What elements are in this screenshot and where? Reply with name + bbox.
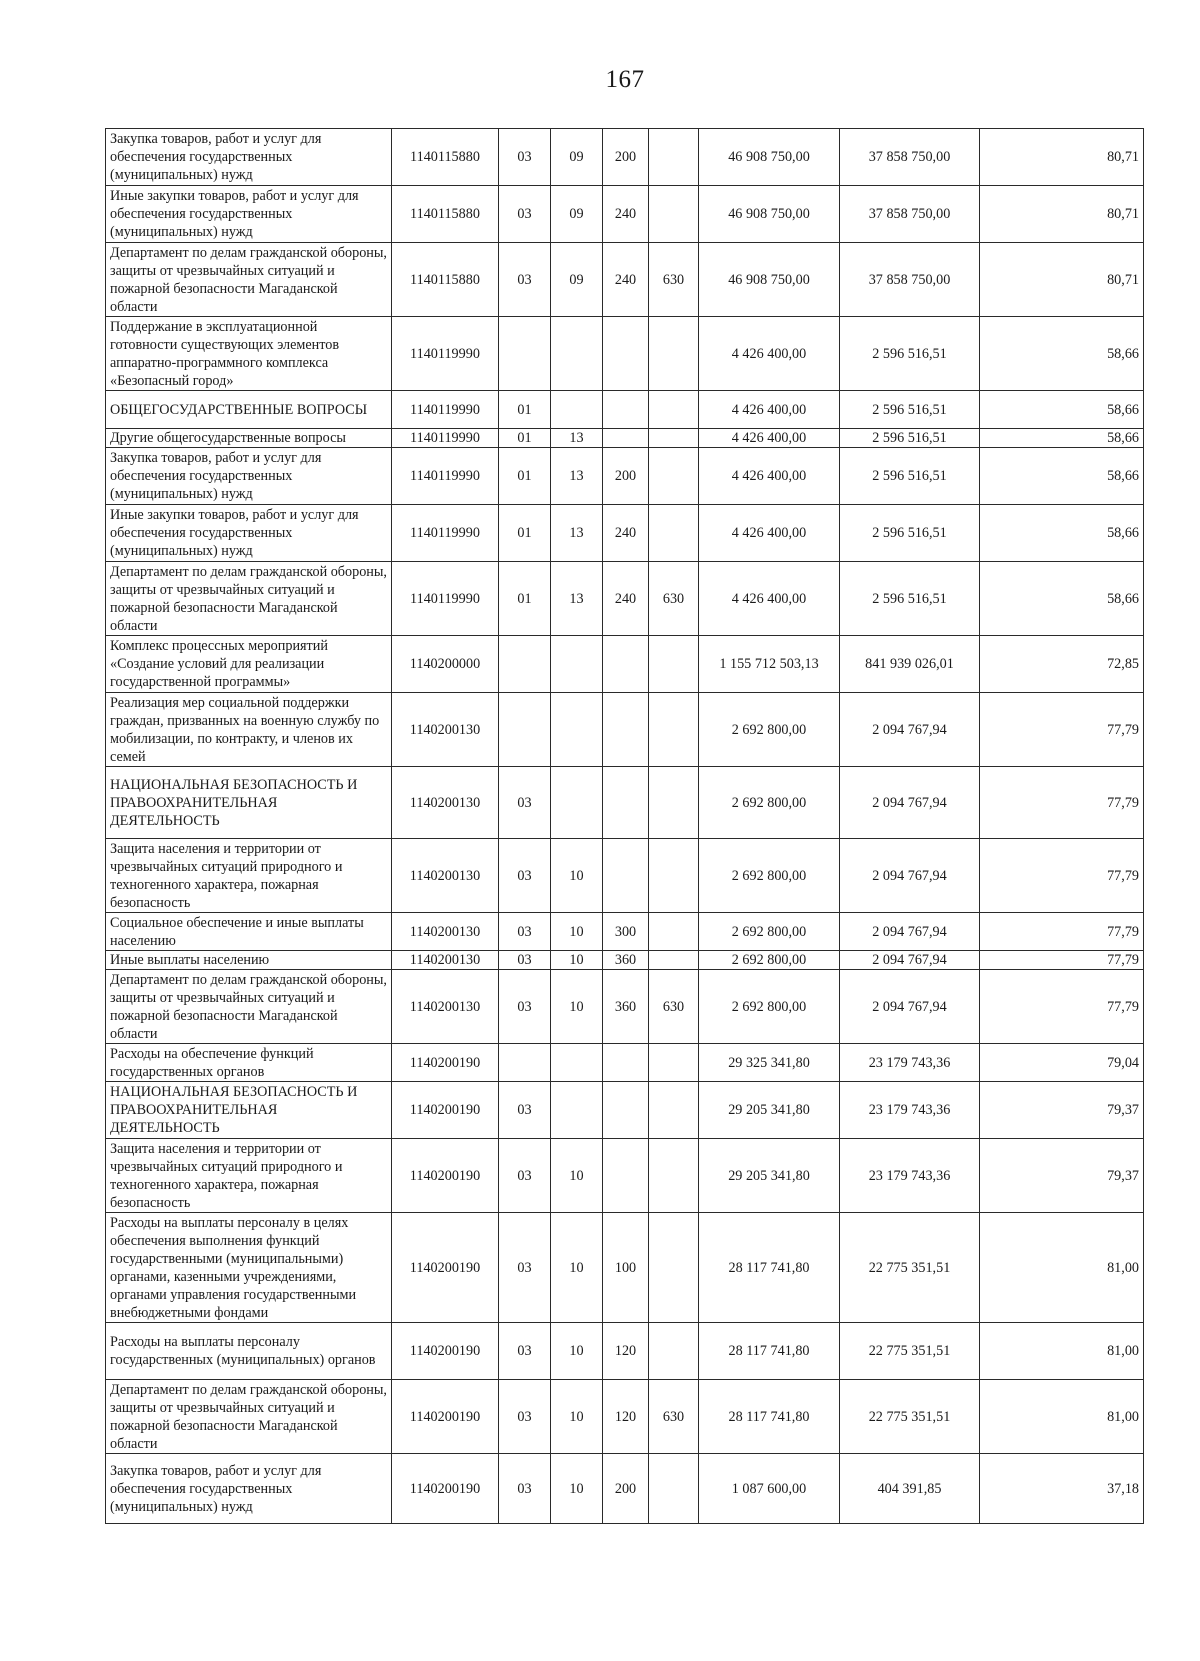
expense-name-cell: Расходы на выплаты персоналу в целях обеспечения выполнения функций государственными (муниципальными) органами, казенными учреждениями, органами управления государственными внебюджетными фондами xyxy=(106,1213,392,1323)
table-row xyxy=(106,693,1144,767)
section-cell: 01 xyxy=(499,505,551,562)
subsection-cell: 10 xyxy=(551,839,603,913)
subsection-cell xyxy=(551,317,603,391)
execution-percent-cell: 80,71 xyxy=(980,186,1144,243)
plan-amount-cell: 4 426 400,00 xyxy=(699,562,840,636)
expense-type-cell: 200 xyxy=(603,1454,649,1524)
expense-type-cell: 240 xyxy=(603,562,649,636)
section-cell: 03 xyxy=(499,1454,551,1524)
expense-type-cell xyxy=(603,391,649,429)
table-row xyxy=(106,186,1144,243)
target-code-cell: 1140200130 xyxy=(392,913,499,951)
section-cell: 03 xyxy=(499,1323,551,1380)
expense-type-cell: 240 xyxy=(603,505,649,562)
target-code-cell: 1140119990 xyxy=(392,562,499,636)
subsection-cell: 10 xyxy=(551,913,603,951)
expense-name-cell: Иные закупки товаров, работ и услуг для обеспечения государственных (муниципальных) нужд xyxy=(106,505,392,562)
subsection-cell xyxy=(551,693,603,767)
execution-percent-cell: 77,79 xyxy=(980,970,1144,1044)
subsection-cell: 10 xyxy=(551,970,603,1044)
expense-name-cell: Поддержание в эксплуатационной готовности существующих элементов аппаратно-программного комплекса «Безопасный город» xyxy=(106,317,392,391)
section-cell: 03 xyxy=(499,129,551,186)
expense-name-cell: Расходы на выплаты персоналу государственных (муниципальных) органов xyxy=(106,1323,392,1380)
plan-amount-cell: 29 325 341,80 xyxy=(699,1044,840,1082)
actual-amount-cell: 22 775 351,51 xyxy=(840,1323,980,1380)
department-cell xyxy=(649,129,699,186)
actual-amount-cell: 2 596 516,51 xyxy=(840,317,980,391)
expense-name-cell: Расходы на обеспечение функций государственных органов xyxy=(106,1044,392,1082)
department-cell xyxy=(649,391,699,429)
plan-amount-cell: 46 908 750,00 xyxy=(699,129,840,186)
subsection-cell: 09 xyxy=(551,243,603,317)
actual-amount-cell: 37 858 750,00 xyxy=(840,243,980,317)
execution-percent-cell: 37,18 xyxy=(980,1454,1144,1524)
execution-percent-cell: 81,00 xyxy=(980,1380,1144,1454)
expense-name-cell: Закупка товаров, работ и услуг для обеспечения государственных (муниципальных) нужд xyxy=(106,1454,392,1524)
department-cell xyxy=(649,1213,699,1323)
execution-percent-cell: 81,00 xyxy=(980,1213,1144,1323)
department-cell xyxy=(649,1139,699,1213)
table-row xyxy=(106,1213,1144,1323)
expense-type-cell xyxy=(603,839,649,913)
section-cell xyxy=(499,636,551,693)
subsection-cell: 13 xyxy=(551,448,603,505)
target-code-cell: 1140200130 xyxy=(392,951,499,970)
actual-amount-cell: 2 596 516,51 xyxy=(840,391,980,429)
expense-type-cell xyxy=(603,317,649,391)
execution-percent-cell: 58,66 xyxy=(980,317,1144,391)
execution-percent-cell: 72,85 xyxy=(980,636,1144,693)
target-code-cell: 1140119990 xyxy=(392,317,499,391)
expense-name-cell: Закупка товаров, работ и услуг для обеспечения государственных (муниципальных) нужд xyxy=(106,129,392,186)
target-code-cell: 1140200190 xyxy=(392,1082,499,1139)
section-cell xyxy=(499,317,551,391)
page-number: 167 xyxy=(605,66,645,93)
actual-amount-cell: 2 094 767,94 xyxy=(840,970,980,1044)
table-row xyxy=(106,317,1144,391)
plan-amount-cell: 29 205 341,80 xyxy=(699,1139,840,1213)
department-cell xyxy=(649,839,699,913)
execution-percent-cell: 58,66 xyxy=(980,505,1144,562)
target-code-cell: 1140119990 xyxy=(392,429,499,448)
actual-amount-cell: 2 094 767,94 xyxy=(840,693,980,767)
expense-type-cell xyxy=(603,767,649,839)
department-cell: 630 xyxy=(649,562,699,636)
plan-amount-cell: 2 692 800,00 xyxy=(699,913,840,951)
execution-percent-cell: 58,66 xyxy=(980,429,1144,448)
actual-amount-cell: 2 094 767,94 xyxy=(840,913,980,951)
execution-percent-cell: 58,66 xyxy=(980,391,1144,429)
subsection-cell xyxy=(551,1044,603,1082)
plan-amount-cell: 2 692 800,00 xyxy=(699,951,840,970)
table-row xyxy=(106,767,1144,839)
table-row xyxy=(106,951,1144,970)
table-row xyxy=(106,391,1144,429)
plan-amount-cell: 2 692 800,00 xyxy=(699,970,840,1044)
execution-percent-cell: 80,71 xyxy=(980,129,1144,186)
target-code-cell: 1140200130 xyxy=(392,693,499,767)
table-row xyxy=(106,243,1144,317)
table-row xyxy=(106,839,1144,913)
section-cell xyxy=(499,1044,551,1082)
execution-percent-cell: 58,66 xyxy=(980,562,1144,636)
subsection-cell xyxy=(551,636,603,693)
execution-percent-cell: 77,79 xyxy=(980,767,1144,839)
department-cell xyxy=(649,1044,699,1082)
department-cell xyxy=(649,1323,699,1380)
table-row xyxy=(106,562,1144,636)
actual-amount-cell: 2 596 516,51 xyxy=(840,562,980,636)
expense-type-cell: 120 xyxy=(603,1380,649,1454)
actual-amount-cell: 23 179 743,36 xyxy=(840,1082,980,1139)
subsection-cell: 10 xyxy=(551,1139,603,1213)
subsection-cell: 10 xyxy=(551,1213,603,1323)
target-code-cell: 1140115880 xyxy=(392,243,499,317)
actual-amount-cell: 2 094 767,94 xyxy=(840,767,980,839)
section-cell: 03 xyxy=(499,913,551,951)
actual-amount-cell: 2 596 516,51 xyxy=(840,429,980,448)
plan-amount-cell: 4 426 400,00 xyxy=(699,505,840,562)
expense-name-cell: Департамент по делам гражданской обороны, защиты от чрезвычайных ситуаций и пожарной безопасности Магаданской области xyxy=(106,970,392,1044)
department-cell xyxy=(649,951,699,970)
section-cell: 03 xyxy=(499,1139,551,1213)
department-cell xyxy=(649,636,699,693)
expense-name-cell: Социальное обеспечение и иные выплаты населению xyxy=(106,913,392,951)
plan-amount-cell: 4 426 400,00 xyxy=(699,429,840,448)
expense-type-cell xyxy=(603,1082,649,1139)
subsection-cell: 09 xyxy=(551,186,603,243)
expense-name-cell: Реализация мер социальной поддержки граждан, призванных на военную службу по мобилизации, по контракту, и членов их семей xyxy=(106,693,392,767)
table-row xyxy=(106,448,1144,505)
plan-amount-cell: 2 692 800,00 xyxy=(699,839,840,913)
expense-name-cell: Защита населения и территории от чрезвычайных ситуаций природного и техногенного характера, пожарная безопасность xyxy=(106,1139,392,1213)
section-cell: 03 xyxy=(499,186,551,243)
department-cell xyxy=(649,505,699,562)
expense-type-cell: 100 xyxy=(603,1213,649,1323)
plan-amount-cell: 2 692 800,00 xyxy=(699,693,840,767)
section-cell xyxy=(499,693,551,767)
execution-percent-cell: 77,79 xyxy=(980,839,1144,913)
execution-percent-cell: 79,04 xyxy=(980,1044,1144,1082)
table-row xyxy=(106,913,1144,951)
actual-amount-cell: 841 939 026,01 xyxy=(840,636,980,693)
subsection-cell: 13 xyxy=(551,505,603,562)
table-row xyxy=(106,636,1144,693)
execution-percent-cell: 79,37 xyxy=(980,1082,1144,1139)
subsection-cell: 13 xyxy=(551,562,603,636)
expense-type-cell: 120 xyxy=(603,1323,649,1380)
department-cell xyxy=(649,767,699,839)
plan-amount-cell: 46 908 750,00 xyxy=(699,243,840,317)
actual-amount-cell: 2 596 516,51 xyxy=(840,505,980,562)
expense-type-cell xyxy=(603,429,649,448)
actual-amount-cell: 23 179 743,36 xyxy=(840,1044,980,1082)
table-row xyxy=(106,129,1144,186)
department-cell xyxy=(649,1082,699,1139)
target-code-cell: 1140200190 xyxy=(392,1044,499,1082)
expense-name-cell: ОБЩЕГОСУДАРСТВЕННЫЕ ВОПРОСЫ xyxy=(106,391,392,429)
target-code-cell: 1140200190 xyxy=(392,1323,499,1380)
expense-name-cell: Комплекс процессных мероприятий «Создание условий для реализации государственной программы» xyxy=(106,636,392,693)
target-code-cell: 1140200130 xyxy=(392,970,499,1044)
expense-name-cell: НАЦИОНАЛЬНАЯ БЕЗОПАСНОСТЬ И ПРАВООХРАНИТЕЛЬНАЯ ДЕЯТЕЛЬНОСТЬ xyxy=(106,1082,392,1139)
expense-type-cell: 240 xyxy=(603,243,649,317)
expense-type-cell: 360 xyxy=(603,970,649,1044)
table-row xyxy=(106,1139,1144,1213)
plan-amount-cell: 29 205 341,80 xyxy=(699,1082,840,1139)
section-cell: 03 xyxy=(499,951,551,970)
expense-type-cell xyxy=(603,1139,649,1213)
section-cell: 03 xyxy=(499,839,551,913)
expense-type-cell xyxy=(603,636,649,693)
expense-type-cell: 200 xyxy=(603,448,649,505)
department-cell xyxy=(649,448,699,505)
table-row xyxy=(106,1323,1144,1380)
budget-execution-table xyxy=(105,128,1144,1524)
expense-name-cell: Защита населения и территории от чрезвычайных ситуаций природного и техногенного характера, пожарная безопасность xyxy=(106,839,392,913)
table-row xyxy=(106,1380,1144,1454)
actual-amount-cell: 2 596 516,51 xyxy=(840,448,980,505)
execution-percent-cell: 77,79 xyxy=(980,693,1144,767)
expense-name-cell: Иные выплаты населению xyxy=(106,951,392,970)
expense-name-cell: Департамент по делам гражданской обороны, защиты от чрезвычайных ситуаций и пожарной безопасности Магаданской области xyxy=(106,1380,392,1454)
table-row xyxy=(106,1454,1144,1524)
subsection-cell: 10 xyxy=(551,1323,603,1380)
plan-amount-cell: 28 117 741,80 xyxy=(699,1213,840,1323)
plan-amount-cell: 1 155 712 503,13 xyxy=(699,636,840,693)
actual-amount-cell: 23 179 743,36 xyxy=(840,1139,980,1213)
expense-type-cell: 240 xyxy=(603,186,649,243)
expense-name-cell: Закупка товаров, работ и услуг для обеспечения государственных (муниципальных) нужд xyxy=(106,448,392,505)
expense-name-cell: Департамент по делам гражданской обороны, защиты от чрезвычайных ситуаций и пожарной безопасности Магаданской области xyxy=(106,562,392,636)
actual-amount-cell: 2 094 767,94 xyxy=(840,951,980,970)
section-cell: 01 xyxy=(499,448,551,505)
target-code-cell: 1140200190 xyxy=(392,1213,499,1323)
expense-type-cell: 360 xyxy=(603,951,649,970)
expense-name-cell: Иные закупки товаров, работ и услуг для обеспечения государственных (муниципальных) нужд xyxy=(106,186,392,243)
target-code-cell: 1140200190 xyxy=(392,1139,499,1213)
department-cell: 630 xyxy=(649,1380,699,1454)
table-row xyxy=(106,1082,1144,1139)
expense-type-cell: 200 xyxy=(603,129,649,186)
plan-amount-cell: 28 117 741,80 xyxy=(699,1380,840,1454)
subsection-cell: 10 xyxy=(551,951,603,970)
department-cell xyxy=(649,317,699,391)
section-cell: 03 xyxy=(499,1213,551,1323)
section-cell: 01 xyxy=(499,562,551,636)
actual-amount-cell: 22 775 351,51 xyxy=(840,1380,980,1454)
subsection-cell: 13 xyxy=(551,429,603,448)
plan-amount-cell: 4 426 400,00 xyxy=(699,448,840,505)
expense-name-cell: НАЦИОНАЛЬНАЯ БЕЗОПАСНОСТЬ И ПРАВООХРАНИТЕЛЬНАЯ ДЕЯТЕЛЬНОСТЬ xyxy=(106,767,392,839)
actual-amount-cell: 22 775 351,51 xyxy=(840,1213,980,1323)
subsection-cell xyxy=(551,391,603,429)
target-code-cell: 1140115880 xyxy=(392,186,499,243)
department-cell: 630 xyxy=(649,243,699,317)
subsection-cell: 09 xyxy=(551,129,603,186)
table-body xyxy=(106,129,1144,1524)
plan-amount-cell: 4 426 400,00 xyxy=(699,391,840,429)
target-code-cell: 1140200190 xyxy=(392,1454,499,1524)
department-cell: 630 xyxy=(649,970,699,1044)
department-cell xyxy=(649,913,699,951)
subsection-cell xyxy=(551,767,603,839)
subsection-cell: 10 xyxy=(551,1380,603,1454)
section-cell: 03 xyxy=(499,1082,551,1139)
target-code-cell: 1140200130 xyxy=(392,767,499,839)
expense-type-cell xyxy=(603,1044,649,1082)
section-cell: 03 xyxy=(499,767,551,839)
actual-amount-cell: 37 858 750,00 xyxy=(840,129,980,186)
expense-type-cell xyxy=(603,693,649,767)
plan-amount-cell: 4 426 400,00 xyxy=(699,317,840,391)
target-code-cell: 1140119990 xyxy=(392,505,499,562)
plan-amount-cell: 1 087 600,00 xyxy=(699,1454,840,1524)
table-row xyxy=(106,1044,1144,1082)
section-cell: 01 xyxy=(499,429,551,448)
execution-percent-cell: 81,00 xyxy=(980,1323,1144,1380)
department-cell xyxy=(649,1454,699,1524)
target-code-cell: 1140119990 xyxy=(392,448,499,505)
actual-amount-cell: 2 094 767,94 xyxy=(840,839,980,913)
table-row xyxy=(106,970,1144,1044)
execution-percent-cell: 77,79 xyxy=(980,951,1144,970)
target-code-cell: 1140200000 xyxy=(392,636,499,693)
execution-percent-cell: 79,37 xyxy=(980,1139,1144,1213)
department-cell xyxy=(649,186,699,243)
expense-name-cell: Департамент по делам гражданской обороны, защиты от чрезвычайных ситуаций и пожарной безопасности Магаданской области xyxy=(106,243,392,317)
section-cell: 03 xyxy=(499,970,551,1044)
subsection-cell: 10 xyxy=(551,1454,603,1524)
department-cell xyxy=(649,429,699,448)
target-code-cell: 1140119990 xyxy=(392,391,499,429)
subsection-cell xyxy=(551,1082,603,1139)
plan-amount-cell: 46 908 750,00 xyxy=(699,186,840,243)
plan-amount-cell: 28 117 741,80 xyxy=(699,1323,840,1380)
plan-amount-cell: 2 692 800,00 xyxy=(699,767,840,839)
section-cell: 03 xyxy=(499,243,551,317)
execution-percent-cell: 80,71 xyxy=(980,243,1144,317)
expense-type-cell: 300 xyxy=(603,913,649,951)
actual-amount-cell: 37 858 750,00 xyxy=(840,186,980,243)
target-code-cell: 1140200130 xyxy=(392,839,499,913)
expense-name-cell: Другие общегосударственные вопросы xyxy=(106,429,392,448)
execution-percent-cell: 77,79 xyxy=(980,913,1144,951)
target-code-cell: 1140200190 xyxy=(392,1380,499,1454)
target-code-cell: 1140115880 xyxy=(392,129,499,186)
actual-amount-cell: 404 391,85 xyxy=(840,1454,980,1524)
table-row xyxy=(106,429,1144,448)
department-cell xyxy=(649,693,699,767)
section-cell: 01 xyxy=(499,391,551,429)
execution-percent-cell: 58,66 xyxy=(980,448,1144,505)
table-row xyxy=(106,505,1144,562)
section-cell: 03 xyxy=(499,1380,551,1454)
